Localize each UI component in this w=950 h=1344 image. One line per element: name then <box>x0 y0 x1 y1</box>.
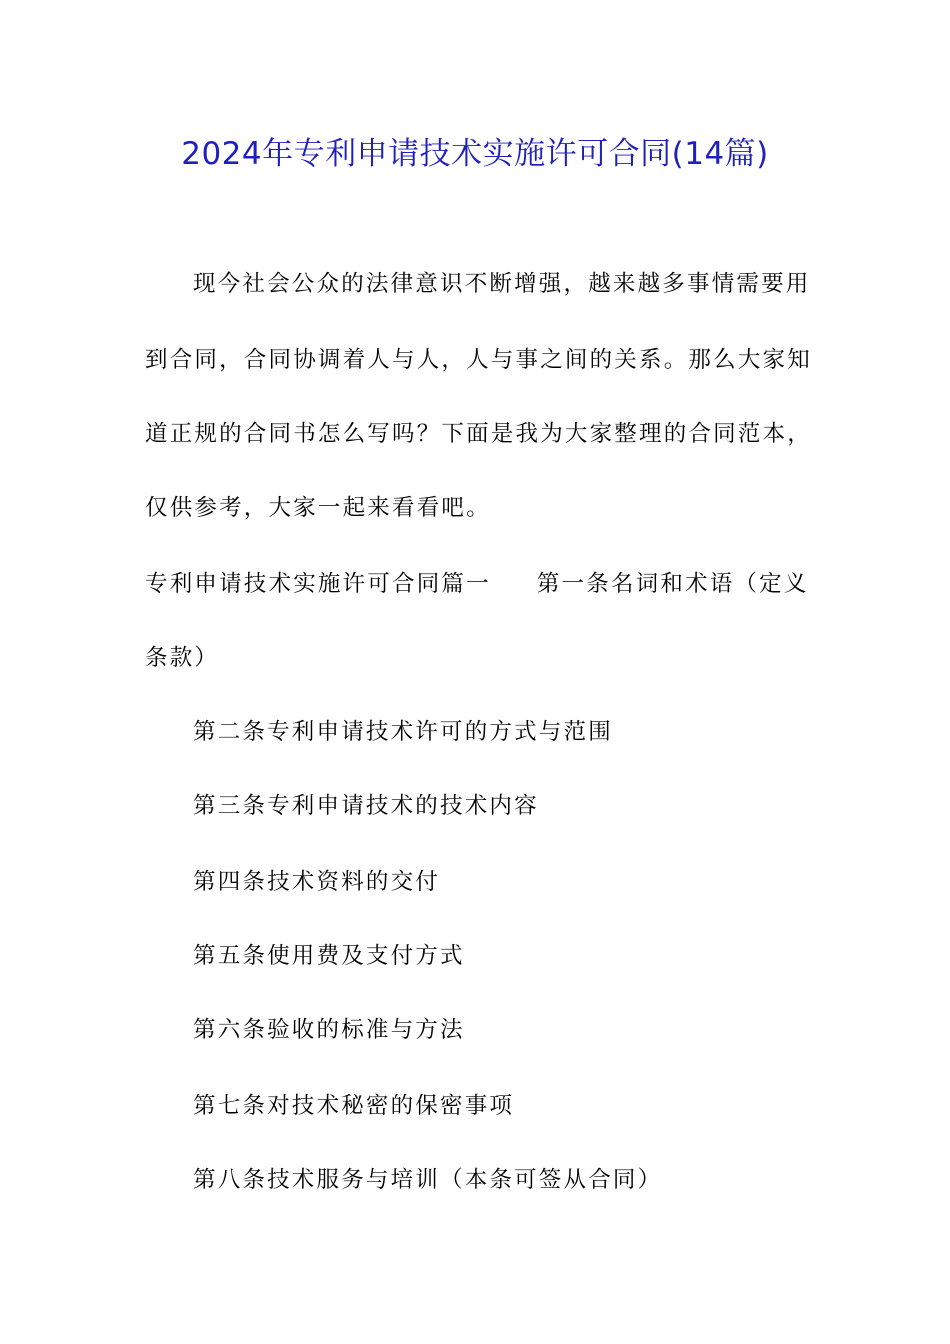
intro-line-2: 到合同，合同协调着人与人，人与事之间的关系。那么大家知 <box>145 347 812 373</box>
document-title: 2024年专利申请技术实施许可合同(14篇) <box>181 136 769 172</box>
clause-1-title: 第一条名词和术语（定义 <box>536 571 809 597</box>
section-heading: 专利申请技术实施许可合同篇一 <box>145 571 491 597</box>
clause-3: 第三条专利申请技术的技术内容 <box>193 793 539 819</box>
intro-line-4: 仅供参考，大家一起来看看吧。 <box>145 495 491 521</box>
clause-8: 第八条技术服务与培训（本条可签从合同） <box>193 1167 663 1193</box>
clause-7: 第七条对技术秘密的保密事项 <box>193 1093 515 1119</box>
section-heading-line <box>145 564 825 604</box>
intro-line-1: 现今社会公众的法律意识不断增强，越来越多事情需要用 <box>193 271 811 297</box>
clause-5: 第五条使用费及支付方式 <box>193 943 465 969</box>
clause-6: 第六条验收的标准与方法 <box>193 1017 465 1043</box>
clause-2: 第二条专利申请技术许可的方式与范围 <box>193 719 613 745</box>
clause-1-continuation: 条款） <box>145 645 220 671</box>
clause-4: 第四条技术资料的交付 <box>193 869 441 895</box>
intro-line-3: 道正规的合同书怎么写吗？下面是我为大家整理的合同范本， <box>145 421 812 447</box>
